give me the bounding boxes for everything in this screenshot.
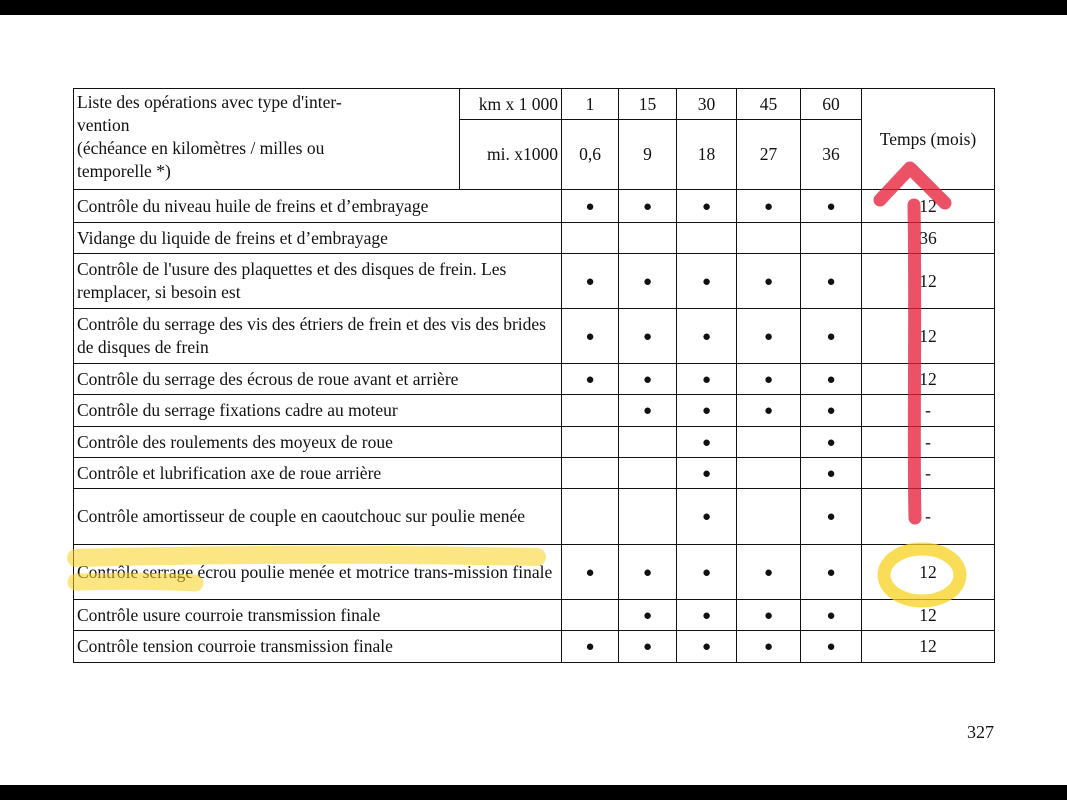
interval-dot — [562, 631, 619, 663]
bullet-icon: ● — [763, 273, 774, 290]
bullet-icon: ● — [826, 328, 836, 345]
operation-label: Contrôle et lubrification axe de roue arrière — [74, 458, 562, 489]
operation-label: Contrôle usure courroie transmission finale — [74, 600, 562, 631]
bullet-icon: ● — [763, 403, 774, 419]
table-row — [74, 631, 995, 663]
header-description — [74, 89, 460, 190]
interval-dot — [737, 631, 801, 663]
temps-value: 12 — [862, 254, 995, 309]
interval-empty — [562, 489, 619, 545]
bullet-icon: ● — [701, 607, 712, 624]
interval-dot — [801, 254, 862, 309]
interval-dot — [677, 458, 737, 489]
interval-dot — [619, 545, 677, 600]
operation-label: Contrôle serrage écrou poulie menée et motrice trans-mission finale — [74, 545, 562, 600]
temps-value: 36 — [862, 223, 995, 254]
interval-empty — [619, 489, 677, 545]
interval-empty — [619, 427, 677, 458]
bullet-icon: ● — [642, 564, 653, 581]
interval-dot — [619, 600, 677, 631]
interval-empty — [677, 223, 737, 254]
interval-dot — [737, 600, 801, 631]
bullet-icon: ● — [763, 564, 774, 581]
interval-dot — [737, 395, 801, 427]
table-row — [74, 545, 995, 600]
bullet-icon: ● — [763, 607, 774, 624]
interval-dot — [737, 190, 801, 223]
mi-value: 0,6 — [562, 120, 619, 190]
bottom-black-bar — [0, 785, 1067, 800]
interval-empty — [562, 427, 619, 458]
header-description-line1: Liste des opérations avec type d'inter- — [77, 92, 342, 112]
interval-dot — [677, 309, 737, 364]
temps-value: 12 — [862, 190, 995, 223]
bullet-icon: ● — [826, 371, 836, 388]
bullet-icon: ● — [826, 273, 836, 290]
bullet-icon: ● — [763, 198, 774, 215]
bullet-icon: ● — [701, 639, 712, 655]
interval-dot — [801, 631, 862, 663]
table-row — [74, 364, 995, 395]
interval-dot — [619, 309, 677, 364]
interval-empty — [562, 395, 619, 427]
bullet-icon: ● — [585, 198, 595, 215]
interval-dot — [801, 427, 862, 458]
interval-empty — [562, 600, 619, 631]
operation-label: Contrôle du serrage des vis des étriers de frein et des vis des brides de disques de frein — [74, 309, 562, 364]
interval-dot — [619, 190, 677, 223]
interval-dot — [562, 309, 619, 364]
temps-value: 12 — [862, 364, 995, 395]
temps-value: 12 — [862, 309, 995, 364]
interval-dot — [801, 489, 862, 545]
temps-value: 12 — [862, 631, 995, 663]
bullet-icon: ● — [701, 434, 712, 451]
mi-unit-label: mi. x1000 — [460, 120, 562, 190]
bullet-icon: ● — [826, 198, 836, 215]
bullet-icon: ● — [642, 198, 653, 215]
interval-dot — [619, 364, 677, 395]
interval-dot — [677, 427, 737, 458]
bullet-icon: ● — [701, 564, 712, 581]
bullet-icon: ● — [642, 403, 653, 419]
bullet-icon: ● — [701, 509, 712, 525]
interval-dot — [737, 364, 801, 395]
temps-value: - — [862, 458, 995, 489]
bullet-icon: ● — [701, 403, 712, 419]
interval-dot — [801, 545, 862, 600]
km-unit-label: km x 1 000 — [460, 89, 562, 120]
top-black-bar — [0, 0, 1067, 15]
interval-dot — [677, 364, 737, 395]
interval-dot — [801, 190, 862, 223]
interval-dot — [619, 631, 677, 663]
interval-empty — [562, 223, 619, 254]
operation-label: Contrôle du serrage fixations cadre au moteur — [74, 395, 562, 427]
table-row — [74, 254, 995, 309]
bullet-icon: ● — [585, 564, 595, 581]
interval-dot — [801, 309, 862, 364]
interval-dot — [677, 489, 737, 545]
temps-value: - — [862, 489, 995, 545]
interval-empty — [801, 223, 862, 254]
bullet-icon: ● — [701, 371, 712, 388]
bullet-icon: ● — [585, 371, 595, 388]
temps-value: 12 — [862, 545, 995, 600]
km-value: 60 — [801, 89, 862, 120]
mi-value: 36 — [801, 120, 862, 190]
maintenance-table — [73, 88, 995, 663]
table-row — [74, 190, 995, 223]
temps-value: - — [862, 427, 995, 458]
header-description-line3: (échéance en kilomètres / milles ou — [77, 138, 325, 158]
bullet-icon: ● — [585, 273, 595, 290]
mi-value: 9 — [619, 120, 677, 190]
bullet-icon: ● — [826, 434, 836, 451]
interval-empty — [737, 458, 801, 489]
interval-empty — [737, 223, 801, 254]
km-value: 30 — [677, 89, 737, 120]
bullet-icon: ● — [826, 509, 836, 525]
operation-label: Contrôle des roulements des moyeux de roue — [74, 427, 562, 458]
interval-dot — [619, 254, 677, 309]
page-number: 327 — [967, 722, 994, 742]
bullet-icon: ● — [763, 328, 774, 345]
bullet-icon: ● — [642, 328, 653, 345]
km-value: 45 — [737, 89, 801, 120]
operation-label: Contrôle du niveau huile de freins et d’embrayage — [74, 190, 562, 223]
temps-value: - — [862, 395, 995, 427]
interval-dot — [801, 395, 862, 427]
interval-dot — [677, 600, 737, 631]
interval-dot — [801, 600, 862, 631]
interval-dot — [737, 254, 801, 309]
bullet-icon: ● — [826, 403, 836, 419]
bullet-icon: ● — [701, 273, 712, 290]
operation-label: Contrôle du serrage des écrous de roue avant et arrière — [74, 364, 562, 395]
header-description-line4: temporelle *) — [77, 161, 171, 181]
interval-dot — [737, 309, 801, 364]
interval-dot — [677, 395, 737, 427]
bullet-icon: ● — [642, 371, 653, 388]
interval-empty — [737, 427, 801, 458]
bullet-icon: ● — [585, 639, 595, 655]
interval-dot — [801, 364, 862, 395]
bullet-icon: ● — [642, 607, 653, 624]
interval-dot — [562, 545, 619, 600]
interval-dot — [562, 190, 619, 223]
bullet-icon: ● — [701, 328, 712, 345]
bullet-icon: ● — [763, 371, 774, 388]
bullet-icon: ● — [701, 465, 712, 482]
km-value: 15 — [619, 89, 677, 120]
interval-dot — [677, 254, 737, 309]
table-row — [74, 223, 995, 254]
interval-empty — [619, 458, 677, 489]
interval-dot — [677, 631, 737, 663]
header-description-line2: vention — [77, 115, 130, 135]
bullet-icon: ● — [585, 328, 595, 345]
interval-dot — [562, 364, 619, 395]
interval-empty — [737, 489, 801, 545]
bullet-icon: ● — [826, 564, 836, 581]
header-row-km — [74, 89, 995, 120]
operation-label: Contrôle amortisseur de couple en caoutchouc sur poulie menée — [74, 489, 562, 545]
table-row — [74, 427, 995, 458]
table-row — [74, 309, 995, 364]
bullet-icon: ● — [701, 198, 712, 215]
table-row — [74, 489, 995, 545]
km-value: 1 — [562, 89, 619, 120]
interval-dot — [737, 545, 801, 600]
table-row — [74, 395, 995, 427]
bullet-icon: ● — [826, 639, 836, 655]
bullet-icon: ● — [763, 639, 774, 655]
temps-header: Temps (mois) — [862, 89, 995, 190]
mi-value: 27 — [737, 120, 801, 190]
interval-dot — [619, 395, 677, 427]
table-row — [74, 600, 995, 631]
interval-empty — [562, 458, 619, 489]
operation-label: Contrôle de l'usure des plaquettes et des disques de frein. Les remplacer, si besoin est — [74, 254, 562, 309]
bullet-icon: ● — [826, 607, 836, 624]
interval-dot — [677, 545, 737, 600]
mi-value: 18 — [677, 120, 737, 190]
operation-label: Vidange du liquide de freins et d’embrayage — [74, 223, 562, 254]
table-row — [74, 458, 995, 489]
bullet-icon: ● — [642, 639, 653, 655]
operation-label: Contrôle tension courroie transmission finale — [74, 631, 562, 663]
interval-empty — [619, 223, 677, 254]
interval-dot — [801, 458, 862, 489]
bullet-icon: ● — [642, 273, 653, 290]
temps-value: 12 — [862, 600, 995, 631]
bullet-icon: ● — [826, 465, 836, 482]
interval-dot — [677, 190, 737, 223]
interval-dot — [562, 254, 619, 309]
